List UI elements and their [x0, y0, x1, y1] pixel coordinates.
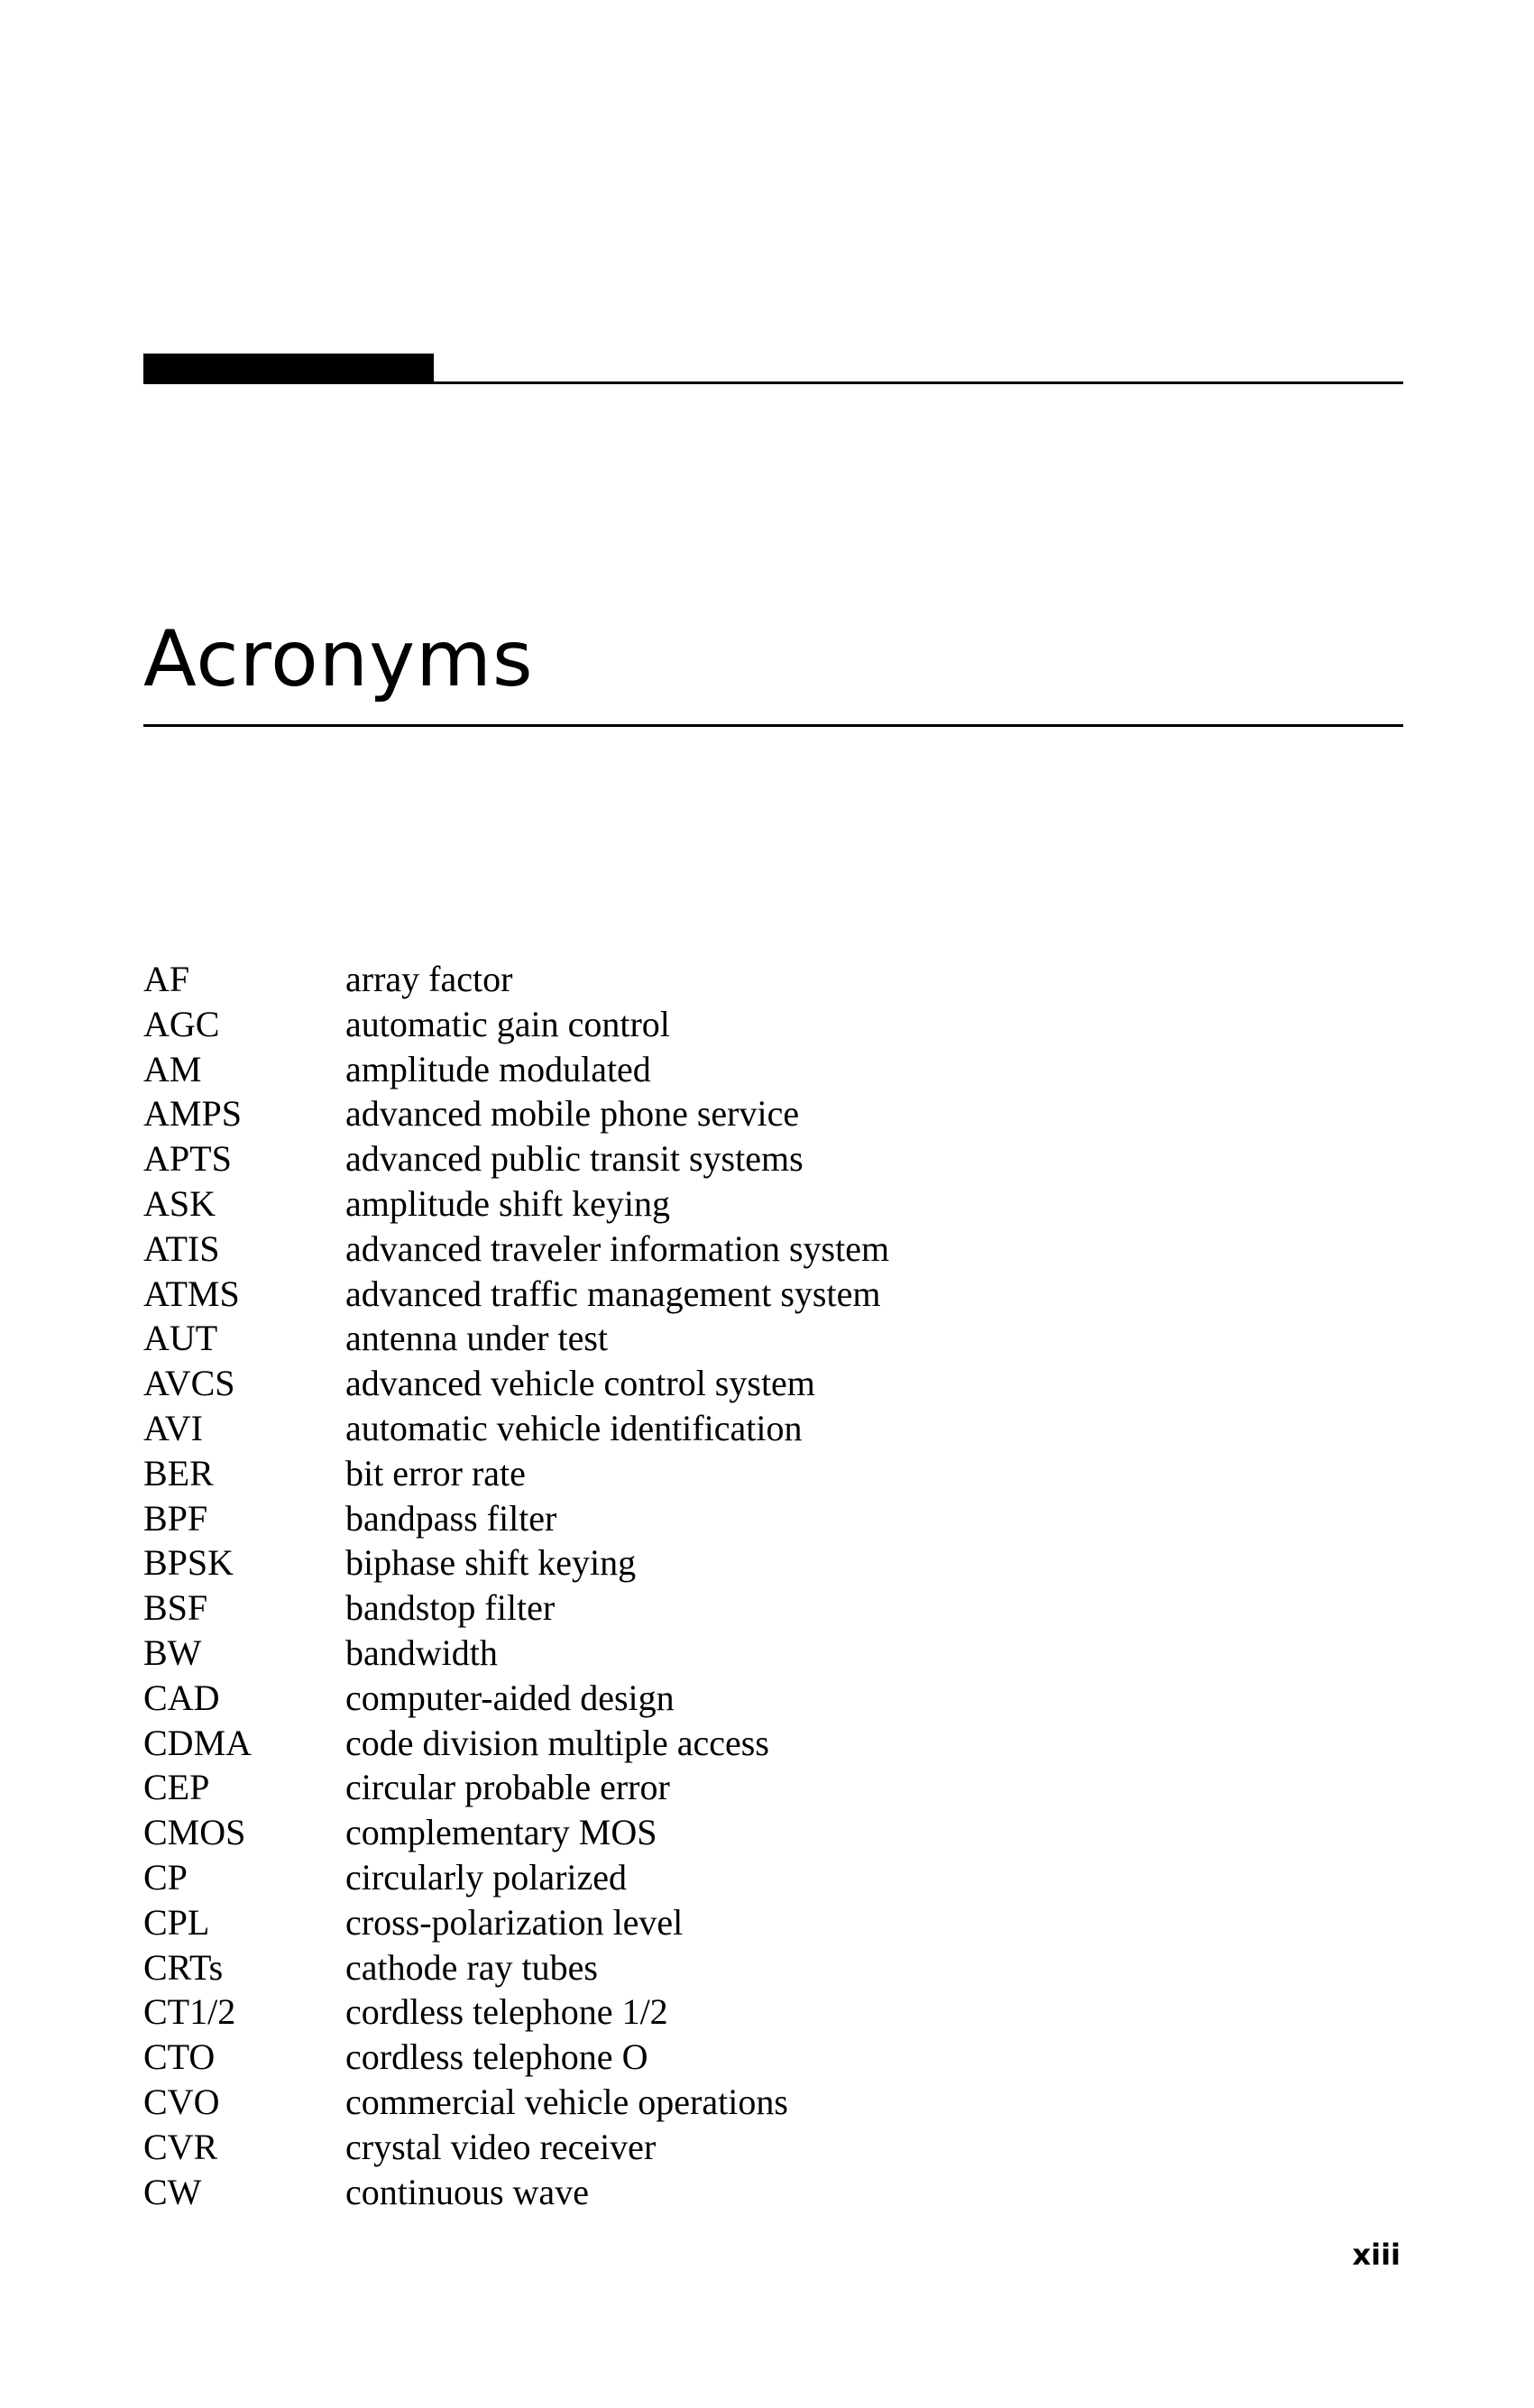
acronym-term: CVR [143, 2126, 218, 2167]
acronym-definition: circularly polarized [345, 1856, 628, 1898]
acronym-term: AUT [143, 1318, 218, 1359]
acronym-term: BER [143, 1452, 214, 1494]
acronym-definition: amplitude shift keying [345, 1182, 670, 1224]
acronym-term: CEP [143, 1767, 210, 1808]
acronym-definition: automatic gain control [345, 1003, 670, 1044]
acronym-row [143, 1676, 1135, 1721]
acronym-definition: automatic vehicle identification [345, 1407, 803, 1448]
acronym-term: CT1/2 [143, 1991, 236, 2033]
acronym-term: CP [143, 1856, 188, 1898]
acronym-term: CW [143, 2171, 202, 2212]
acronym-definition: amplitude modulated [345, 1048, 651, 1089]
acronym-term: BW [143, 1631, 202, 1673]
acronym-definition: continuous wave [345, 2171, 589, 2212]
title-underline [143, 724, 1403, 727]
acronym-definition: biphase shift keying [345, 1542, 637, 1584]
acronym-row [143, 1631, 1135, 1676]
acronym-row [143, 1227, 1135, 1272]
acronym-term: BSF [143, 1587, 208, 1629]
acronym-term: CVO [143, 2081, 220, 2122]
acronym-definition: bandwidth [345, 1631, 498, 1673]
acronym-definition: advanced public transit systems [345, 1138, 804, 1180]
acronym-row [143, 1047, 1135, 1092]
acronym-definition: advanced vehicle control system [345, 1363, 815, 1404]
acronym-term: APTS [143, 1138, 232, 1180]
acronym-term: BPSK [143, 1542, 234, 1584]
acronym-definition: commercial vehicle operations [345, 2081, 788, 2122]
acronym-row [143, 1810, 1135, 1855]
acronym-term: AF [143, 959, 190, 999]
acronym-term: AVCS [143, 1363, 235, 1404]
acronym-definition: crystal video receiver [345, 2126, 657, 2167]
acronym-row [143, 2035, 1135, 2080]
acronym-row [143, 1585, 1135, 1631]
acronym-row [143, 1765, 1135, 1810]
acronym-definition: advanced traffic management system [345, 1273, 881, 1314]
acronym-row [143, 1990, 1135, 2035]
acronym-list [143, 957, 1135, 2214]
acronym-row [143, 1945, 1135, 1990]
acronym-definition: advanced mobile phone service [345, 1093, 800, 1135]
acronym-definition: antenna under test [345, 1318, 608, 1359]
acronym-definition: cathode ray tubes [345, 1946, 598, 1988]
acronym-term: AMPS [143, 1093, 242, 1135]
acronym-definition: array factor [345, 959, 513, 999]
chapter-header-rule [143, 381, 1403, 384]
acronym-term: AM [143, 1048, 202, 1089]
acronym-definition: cordless telephone O [345, 2036, 648, 2078]
acronym-row [143, 1361, 1135, 1406]
acronym-definition: cross-polarization level [345, 1901, 684, 1943]
acronym-definition: code division multiple access [345, 1722, 769, 1763]
acronym-row [143, 1540, 1135, 1585]
acronym-term: AVI [143, 1407, 203, 1448]
acronym-term: CAD [143, 1677, 220, 1718]
acronym-definition: bit error rate [345, 1452, 526, 1494]
acronym-row [143, 1451, 1135, 1496]
chapter-header-block [143, 354, 434, 384]
acronym-row [143, 2125, 1135, 2170]
acronym-term: CDMA [143, 1722, 253, 1763]
acronym-row [143, 2080, 1135, 2125]
acronym-row [143, 1900, 1135, 1945]
acronym-row [143, 1181, 1135, 1227]
acronym-row [143, 1496, 1135, 1541]
page-title: Acronyms [143, 614, 534, 704]
page-number: xiii [1352, 2238, 1401, 2272]
acronym-term: ASK [143, 1182, 216, 1224]
acronym-definition: advanced traveler information system [345, 1227, 890, 1269]
acronym-term: CMOS [143, 1812, 246, 1853]
acronym-row [143, 1272, 1135, 1317]
acronym-row [143, 2170, 1135, 2215]
acronym-row [143, 1002, 1135, 1047]
acronym-term: ATMS [143, 1273, 240, 1314]
acronym-row [143, 1855, 1135, 1900]
acronym-row [143, 1091, 1135, 1136]
acronym-term: BPF [143, 1497, 208, 1539]
acronym-term: CPL [143, 1901, 210, 1943]
acronym-row [143, 1721, 1135, 1766]
acronym-term: AGC [143, 1003, 220, 1044]
acronym-row [143, 957, 1135, 1002]
acronym-row [143, 1316, 1135, 1361]
acronym-term: CRTs [143, 1946, 224, 1988]
acronym-term: CTO [143, 2036, 216, 2078]
acronym-definition: complementary MOS [345, 1812, 657, 1853]
acronym-definition: circular probable error [345, 1767, 670, 1808]
acronym-definition: computer-aided design [345, 1677, 675, 1718]
acronym-row [143, 1406, 1135, 1451]
acronym-term: ATIS [143, 1227, 220, 1269]
acronym-definition: bandstop filter [345, 1587, 556, 1629]
acronym-row [143, 1136, 1135, 1181]
acronym-definition: bandpass filter [345, 1497, 557, 1539]
acronym-definition: cordless telephone 1/2 [345, 1991, 668, 2033]
